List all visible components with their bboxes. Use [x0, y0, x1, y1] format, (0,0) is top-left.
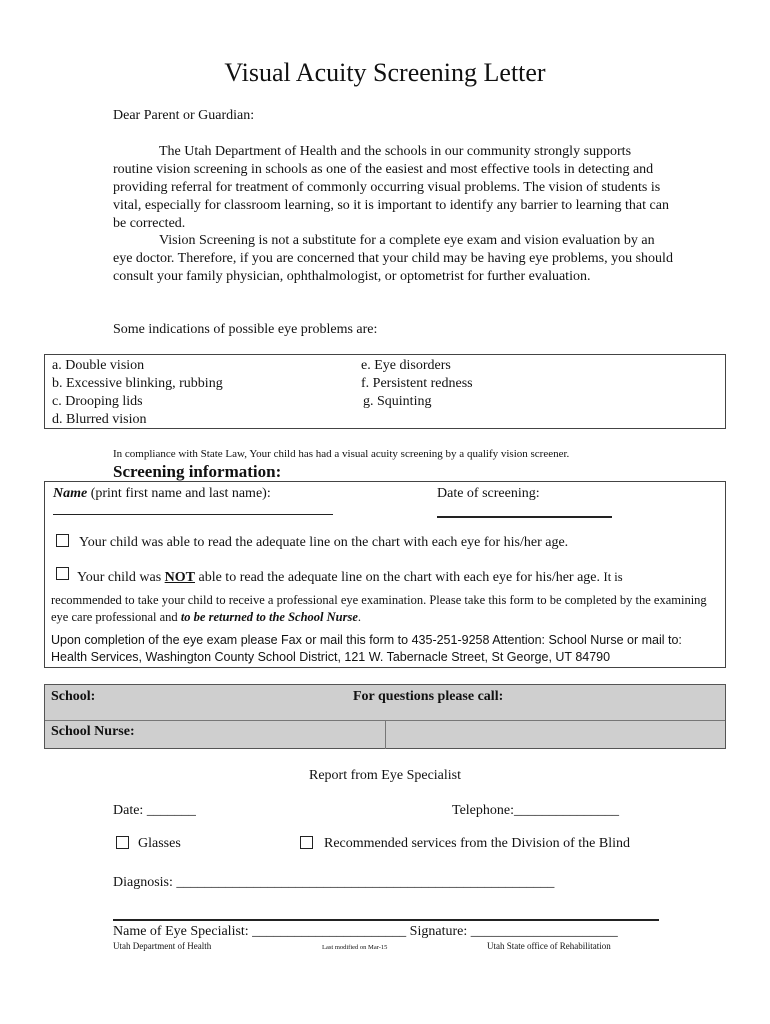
contact-divider [385, 720, 386, 749]
screening-heading: Screening information: [113, 462, 282, 481]
fail-suffix: able to read the adequate line on the chart with each eye for his/her age. [194, 570, 601, 585]
pass-text: Your child was able to read the adequate line on the chart with each eye for his/her age. [79, 535, 569, 550]
glasses-label: Glasses [138, 836, 181, 851]
fail-detail [51, 592, 721, 626]
symptom-item: e. Eye disorders [361, 358, 451, 373]
blind-services-label: Recommended services from the Division of the Blind [324, 836, 630, 851]
school-label: School: [51, 689, 96, 704]
fail-checkbox[interactable] [56, 567, 69, 580]
symptoms-box [44, 354, 726, 429]
fail-not: NOT [164, 570, 195, 585]
fail-detail-text: recommended to take your child to receive a professional eye examination. Please take this form to be completed by the examining eye care professional and [51, 593, 707, 624]
symptom-item: b. Excessive blinking, rubbing [52, 376, 223, 391]
footer-right: Utah State office of Rehabilitation [487, 941, 611, 951]
paragraph-substitute-text: Vision Screening is not a substitute for a complete eye exam and vision evaluation by an eye doctor. Therefore, if you are concerned that your child may be having eye problems, you should consult your family physician, ophthalmologist, or optometrist for further evaluation. [113, 233, 673, 284]
specialist-name-signature-field[interactable]: Name of Eye Specialist: ______________________ Signature: _____________________ [113, 924, 618, 939]
school-nurse-label: School Nurse: [51, 724, 135, 739]
bottom-rule [113, 919, 659, 921]
questions-label: For questions please call: [353, 689, 504, 704]
symptom-item: g. Squinting [363, 394, 432, 409]
compliance-statement: In compliance with State Law, Your child has had a visual acuity screening by a qualify vision screener. [113, 448, 570, 460]
name-label-rest: (print first name and last name): [87, 486, 271, 501]
fax-instructions: Upon completion of the eye exam please Fax or mail this form to 435-251-9258 Attention: School Nurse or mail to: Health Services, Washington County School District, 121 W. Tabernacle Street, St George, UT 84790 [51, 633, 682, 664]
contact-table [44, 684, 726, 749]
pass-checkbox[interactable] [56, 534, 69, 547]
name-label [53, 486, 271, 502]
specialist-date-field[interactable]: Date: _______ [113, 803, 196, 818]
symptom-item: f. Persistent redness [361, 376, 473, 391]
paragraph-intro [113, 143, 673, 233]
indications-intro: Some indications of possible eye problems are: [113, 322, 378, 337]
fail-it-is: It is [603, 570, 623, 584]
name-input-line[interactable] [53, 514, 333, 515]
paragraph-intro-text: The Utah Department of Health and the schools in our community strongly supports routine vision screening in schools as one of the easiest and most effective tools in detecting and providing referral for treatment of commonly occurring visual problems. The vision of students is vital, especially for classroom learning, so it is important to identify any barrier to learning that can be corrected. [113, 144, 669, 231]
fail-prefix: Your child was [77, 570, 165, 585]
page-title: Visual Acuity Screening Letter [224, 58, 546, 87]
greeting: Dear Parent or Guardian: [113, 108, 255, 123]
date-of-screening-input-line[interactable] [437, 516, 612, 518]
symptom-item: d. Blurred vision [52, 412, 147, 427]
paragraph-substitute [113, 232, 673, 286]
screening-box [44, 481, 726, 668]
footer-left: Utah Department of Health [113, 941, 212, 951]
fail-detail-bold: to be returned to the School Nurse [180, 610, 358, 624]
report-heading: Report from Eye Specialist [308, 768, 462, 783]
blind-services-checkbox[interactable] [300, 836, 313, 849]
symptom-item: c. Drooping lids [52, 394, 143, 409]
specialist-telephone-field[interactable]: Telephone:_______________ [452, 803, 619, 818]
footer-middle: Last modified on Mar-15 [322, 944, 388, 951]
fail-detail-end: . [357, 610, 362, 624]
fail-text [77, 570, 623, 586]
diagnosis-field[interactable]: Diagnosis: ______________________________________________________ [113, 875, 555, 890]
symptom-item: a. Double vision [52, 358, 145, 373]
name-label-bold: Name [53, 486, 88, 501]
glasses-checkbox[interactable] [116, 836, 129, 849]
date-of-screening-label: Date of screening: [437, 486, 540, 501]
